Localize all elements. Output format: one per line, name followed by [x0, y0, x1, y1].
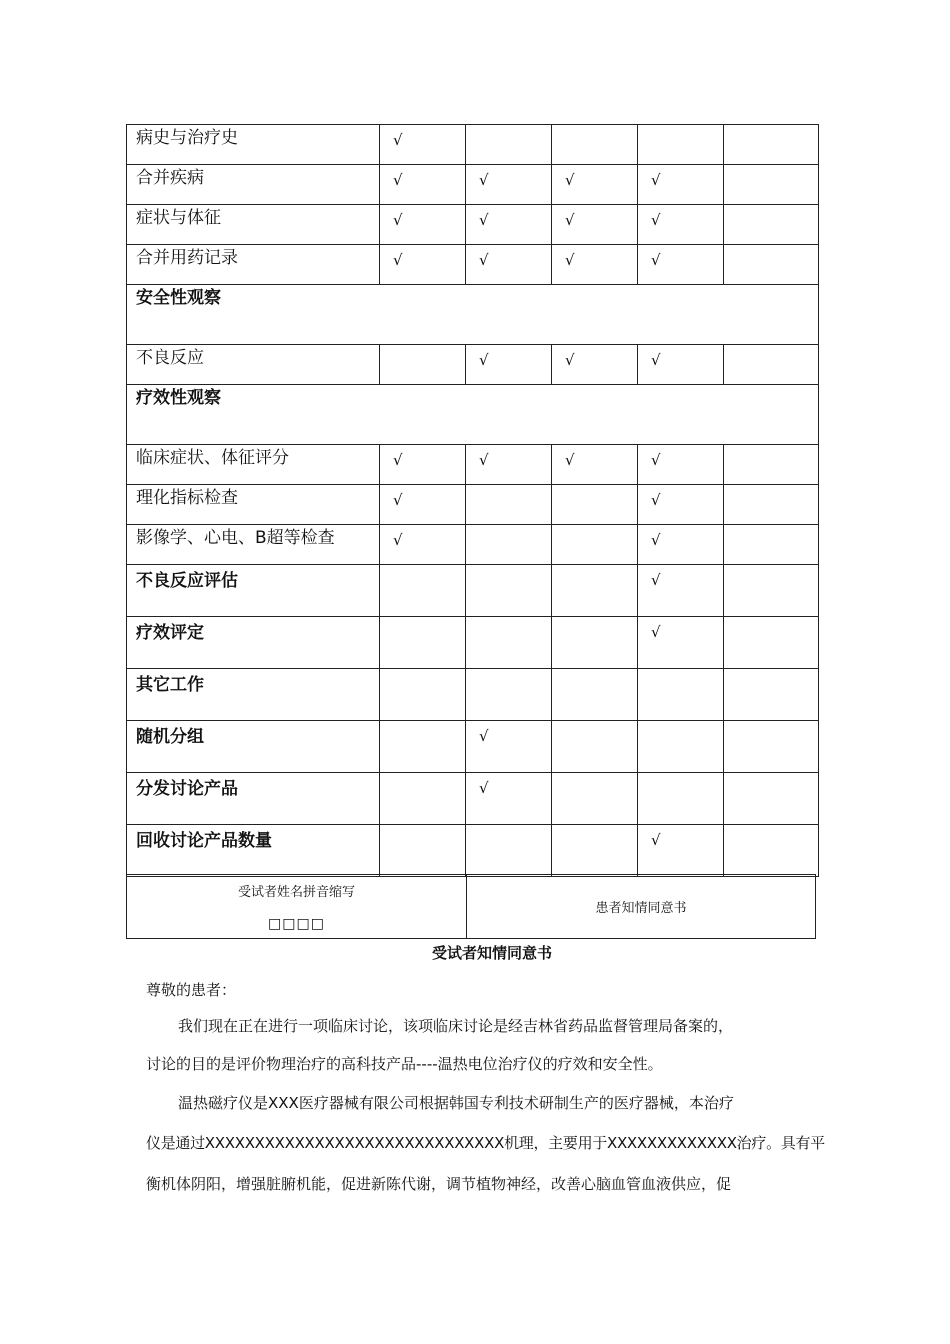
body-line-4: 仪是通过XXXXXXXXXXXXXXXXXXXXXXXXXXXXXX机理，主要用于XXXXXXXXXXXXX治疗。具有平: [146, 1134, 825, 1152]
subject-initials-boxes: □□□□: [268, 916, 325, 932]
visit-cell: √: [638, 165, 724, 205]
visit-cell: √: [638, 565, 724, 617]
row-label: 随机分组: [127, 721, 380, 773]
visit-cell: [724, 565, 819, 617]
visit-cell: [380, 825, 466, 877]
table-row: [127, 345, 819, 385]
visit-cell: √: [466, 445, 552, 485]
body-line-5: 衡机体阴阳，增强脏腑机能，促进新陈代谢，调节植物神经，改善心脑血管血液供应，促: [146, 1175, 732, 1193]
row-label: 回收讨论产品数量: [127, 825, 380, 877]
visit-cell: [380, 773, 466, 825]
table-row: [127, 205, 819, 245]
visit-cell: [724, 345, 819, 385]
visit-cell: √: [380, 245, 466, 285]
visit-cell: √: [380, 125, 466, 165]
visit-cell: [552, 125, 638, 165]
row-label: 影像学、心电、B超等检查: [127, 525, 380, 565]
salutation: 尊敬的患者：: [146, 981, 237, 999]
visit-cell: √: [638, 525, 724, 565]
study-schedule-table: [126, 124, 819, 877]
visit-cell: [380, 669, 466, 721]
visit-cell: [552, 617, 638, 669]
table-row: [127, 445, 819, 485]
visit-cell: √: [380, 445, 466, 485]
visit-cell: √: [380, 205, 466, 245]
row-label: 理化指标检查: [127, 485, 380, 525]
subject-info-table: [126, 874, 816, 939]
row-label: 其它工作: [127, 669, 380, 721]
visit-cell: [638, 773, 724, 825]
table-row: [127, 669, 819, 721]
visit-cell: [466, 565, 552, 617]
row-label: 症状与体征: [127, 205, 380, 245]
visit-cell: [466, 525, 552, 565]
visit-cell: √: [638, 825, 724, 877]
visit-cell: [724, 125, 819, 165]
visit-cell: [638, 125, 724, 165]
row-label: 临床症状、体征评分: [127, 445, 380, 485]
row-label: 疗效评定: [127, 617, 380, 669]
visit-cell: [724, 773, 819, 825]
row-label: 分发讨论产品: [127, 773, 380, 825]
table-row: [127, 485, 819, 525]
visit-cell: √: [380, 525, 466, 565]
visit-cell: [552, 525, 638, 565]
table-row: [127, 385, 819, 445]
visit-cell: [724, 485, 819, 525]
visit-cell: √: [466, 773, 552, 825]
section-header: 安全性观察: [127, 285, 819, 345]
visit-cell: [466, 485, 552, 525]
visit-cell: [724, 205, 819, 245]
consent-form-cell: [467, 875, 816, 939]
visit-cell: [552, 721, 638, 773]
visit-cell: [466, 825, 552, 877]
row-label: 合并疾病: [127, 165, 380, 205]
visit-cell: [638, 669, 724, 721]
visit-cell: [724, 165, 819, 205]
visit-cell: √: [552, 245, 638, 285]
visit-cell: √: [638, 617, 724, 669]
visit-cell: [380, 345, 466, 385]
visit-cell: √: [638, 205, 724, 245]
section-header: 疗效性观察: [127, 385, 819, 445]
visit-cell: √: [638, 485, 724, 525]
visit-cell: [724, 669, 819, 721]
visit-cell: [724, 617, 819, 669]
visit-cell: √: [638, 245, 724, 285]
visit-cell: √: [466, 345, 552, 385]
visit-cell: [466, 617, 552, 669]
visit-cell: √: [380, 485, 466, 525]
visit-cell: [552, 485, 638, 525]
table-row: [127, 721, 819, 773]
visit-cell: √: [552, 345, 638, 385]
subject-initials-cell: [127, 875, 467, 939]
consent-form-label: 患者知情同意书: [595, 901, 687, 916]
visit-cell: [638, 721, 724, 773]
visit-cell: √: [466, 245, 552, 285]
document-title: 受试者知情同意书: [431, 944, 552, 962]
table-row: [127, 245, 819, 285]
table-row: [127, 125, 819, 165]
visit-cell: [466, 125, 552, 165]
visit-cell: [552, 669, 638, 721]
row-label: 病史与治疗史: [127, 125, 380, 165]
visit-cell: √: [466, 721, 552, 773]
visit-cell: [380, 565, 466, 617]
visit-cell: √: [466, 205, 552, 245]
body-line-2: 讨论的目的是评价物理治疗的高科技产品----温热电位治疗仪的疗效和安全性。: [146, 1055, 663, 1073]
table-row: [127, 825, 819, 877]
visit-cell: √: [466, 165, 552, 205]
visit-cell: [552, 565, 638, 617]
visit-cell: √: [552, 205, 638, 245]
visit-cell: [380, 617, 466, 669]
visit-cell: [724, 721, 819, 773]
visit-cell: [552, 773, 638, 825]
visit-cell: [552, 825, 638, 877]
table-row: [127, 165, 819, 205]
visit-cell: [466, 669, 552, 721]
visit-cell: √: [552, 445, 638, 485]
visit-cell: √: [638, 445, 724, 485]
visit-cell: [724, 525, 819, 565]
body-line-3: 温热磁疗仪是XXX医疗器械有限公司根据韩国专利技术研制生产的医疗器械，本治疗: [178, 1094, 734, 1112]
table-row: [127, 617, 819, 669]
visit-cell: √: [380, 165, 466, 205]
row-label: 不良反应评估: [127, 565, 380, 617]
visit-cell: [724, 245, 819, 285]
table-row: [127, 525, 819, 565]
row-label: 不良反应: [127, 345, 380, 385]
visit-cell: [724, 825, 819, 877]
visit-cell: √: [638, 345, 724, 385]
table-row: [127, 285, 819, 345]
table-row: [127, 565, 819, 617]
subject-initials-label: 受试者姓名拼音缩写: [237, 885, 355, 900]
visit-cell: [724, 445, 819, 485]
visit-cell: [380, 721, 466, 773]
row-label: 合并用药记录: [127, 245, 380, 285]
table-row: [127, 773, 819, 825]
body-line-1: 我们现在正在进行一项临床讨论，该项临床讨论是经吉林省药品监督管理局备案的，: [178, 1017, 734, 1035]
visit-cell: √: [552, 165, 638, 205]
